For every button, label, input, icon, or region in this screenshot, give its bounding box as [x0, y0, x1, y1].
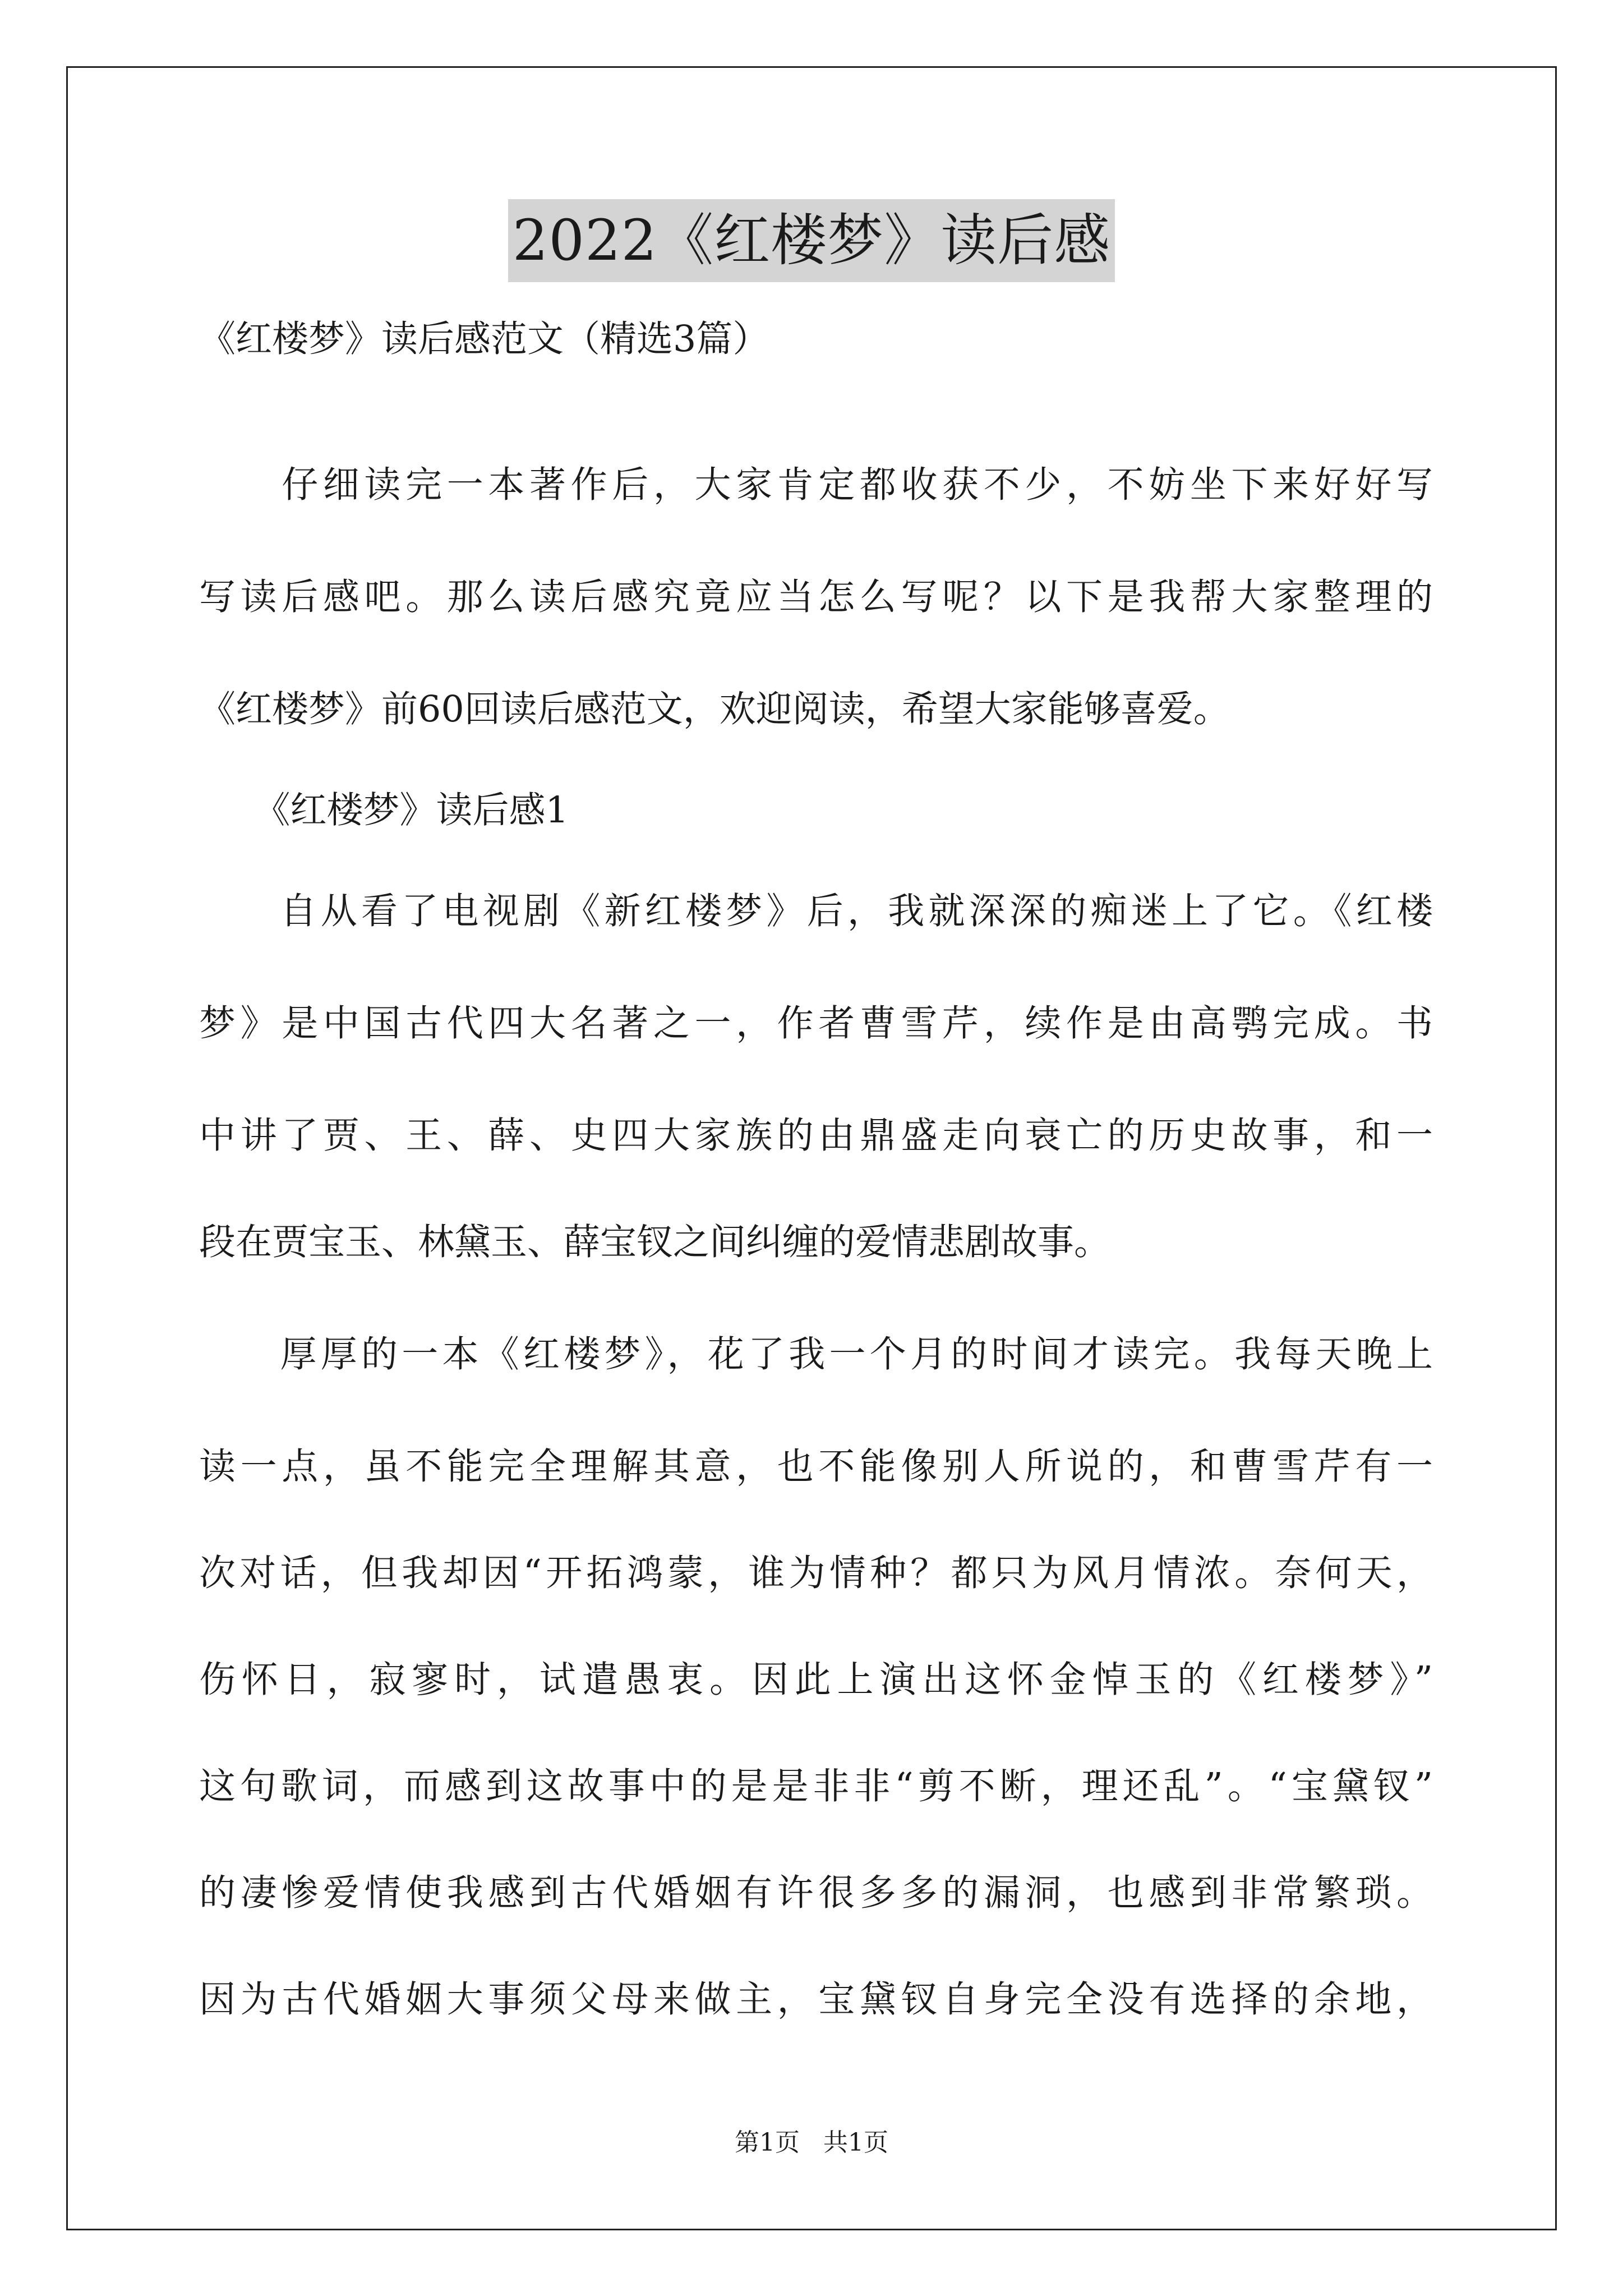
paragraph-line: 段在贾宝玉、林黛玉、薛宝钗之间纠缠的爱情悲剧故事。 [199, 1221, 1111, 1263]
paragraph-line: 这句歌词，而感到这故事中的是是非非“剪不断，理还乱”。“宝黛钗” [199, 1765, 1433, 1807]
document-title: 2022《红楼梦》读后感 [508, 199, 1115, 282]
section-heading: 《红楼梦》读后感1 [199, 789, 569, 831]
page-total: 共1页 [823, 2128, 888, 2157]
title-block [0, 199, 1623, 282]
paragraph-line: 中讲了贾、王、薛、史四大家族的由鼎盛走向衰亡的历史故事，和一 [199, 1115, 1433, 1157]
paragraph-line: 自从看了电视剧《新红楼梦》后，我就深深的痴迷上了它。《红楼 [199, 890, 1433, 932]
paragraph-line: 读一点，虽不能完全理解其意，也不能像别人所说的，和曹雪芹有一 [199, 1446, 1433, 1488]
paragraph-line: 伤怀日，寂寥时，试遣愚衷。因此上演出这怀金悼玉的《红楼梦》” [199, 1659, 1433, 1701]
paragraph-line: 的凄惨爱情使我感到古代婚姻有许很多多的漏洞，也感到非常繁琐。 [199, 1872, 1433, 1914]
paragraph-line: 次对话，但我却因“开拓鸿蒙，谁为情种？都只为风月情浓。奈何天， [199, 1552, 1433, 1594]
paragraph-line: 写读后感吧。那么读后感究竟应当怎么写呢？以下是我帮大家整理的 [199, 576, 1433, 618]
paragraph-line: 《红楼梦》前60回读后感范文，欢迎阅读，希望大家能够喜爱。 [199, 688, 1230, 730]
page-footer [0, 2126, 1623, 2160]
paragraph-line: 厚厚的一本《红楼梦》，花了我一个月的时间才读完。我每天晚上 [199, 1333, 1433, 1375]
page-number: 第1页 [735, 2128, 800, 2157]
subtitle-line: 《红楼梦》读后感范文（精选3篇） [199, 318, 769, 360]
paragraph-line: 梦》是中国古代四大名著之一，作者曹雪芹，续作是由高鹗完成。书 [199, 1002, 1433, 1045]
paragraph-line: 仔细读完一本著作后，大家肯定都收获不少，不妨坐下来好好写 [199, 464, 1433, 506]
paragraph-line: 因为古代婚姻大事须父母来做主，宝黛钗自身完全没有选择的余地， [199, 1978, 1433, 2021]
